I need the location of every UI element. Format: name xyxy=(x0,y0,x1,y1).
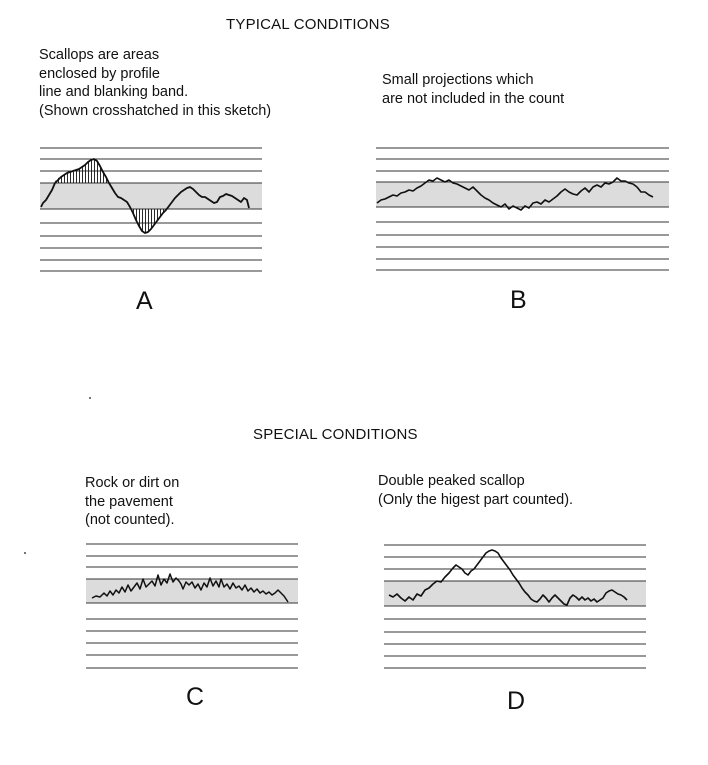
grid-lines xyxy=(384,545,646,668)
panel-label-c: C xyxy=(186,683,205,711)
caption-a-line: line and blanking band. xyxy=(39,84,189,100)
stray-mark xyxy=(89,397,91,399)
profile-sketch-b xyxy=(368,140,678,280)
caption-c-line: the pavement xyxy=(85,493,173,510)
caption-a xyxy=(39,46,271,120)
profile-sketch-a xyxy=(30,140,270,280)
panel-label-a: A xyxy=(136,287,153,315)
caption-c-line: Rock or dirt on xyxy=(85,475,180,491)
grid-lines xyxy=(86,544,298,668)
profile-sketch-d xyxy=(376,535,656,675)
blanking-band xyxy=(40,183,262,209)
caption-d xyxy=(378,472,573,509)
caption-b xyxy=(382,71,564,108)
caption-c xyxy=(85,474,179,530)
profile-sketch-c xyxy=(78,535,308,675)
caption-c-line: (not counted). xyxy=(85,512,175,528)
panel-label-b: B xyxy=(510,286,527,314)
caption-d-line: Double peaked scallop xyxy=(378,473,525,489)
stray-mark xyxy=(24,552,26,554)
caption-a-line: enclosed by profile xyxy=(39,65,160,82)
caption-d-line: (Only the higest part counted). xyxy=(378,491,574,508)
caption-b-line: are not included in the count xyxy=(382,90,565,107)
caption-a-line: (Shown crosshatched in this sketch) xyxy=(39,102,272,119)
panel-label-d: D xyxy=(507,687,526,715)
heading-special-conditions: SPECIAL CONDITIONS xyxy=(253,426,418,443)
caption-a-line: Scallops are areas xyxy=(39,47,160,63)
caption-b-line: Small projections which xyxy=(382,72,534,88)
heading-typical-conditions: TYPICAL CONDITIONS xyxy=(226,16,390,33)
